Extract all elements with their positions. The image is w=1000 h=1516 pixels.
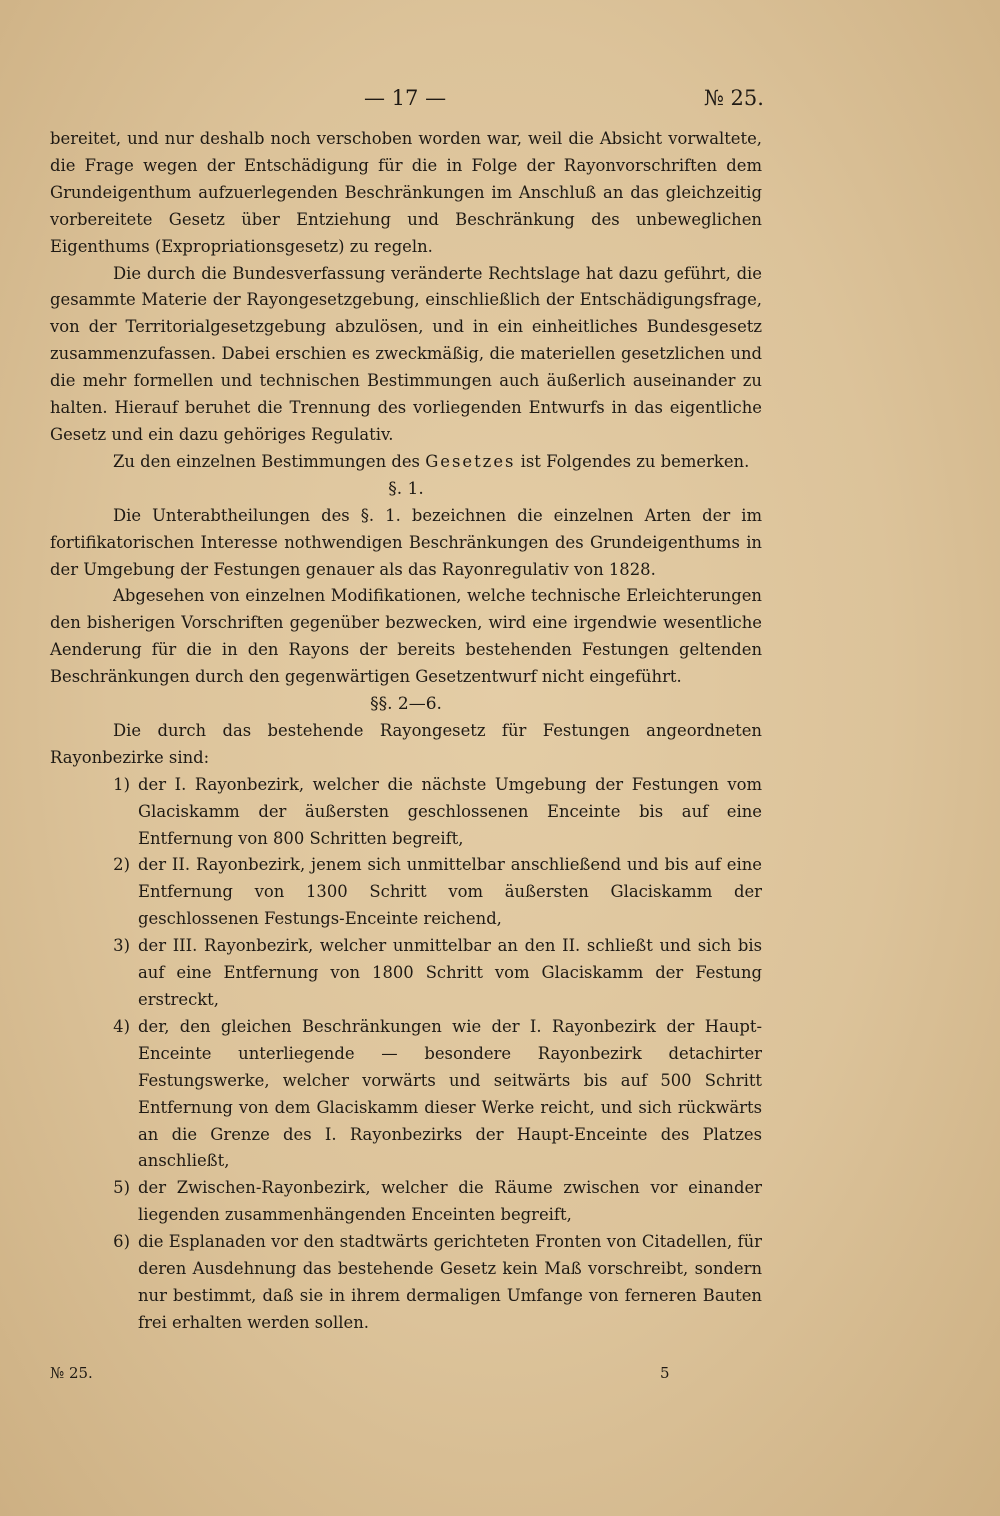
rayon-district-list — [50, 772, 762, 1337]
remarks-intro-emphasis: Gesetzes — [425, 451, 516, 471]
list-item-text: der Zwischen-Rayonbezirk, welcher die Räume zwischen vor einander liegenden zusammenhängenden Enceinten begreift, — [138, 1178, 762, 1225]
section-heading-2-6: §§. 2—6. — [370, 694, 442, 715]
body-text — [50, 126, 762, 1337]
paragraph-legal-situation: Die durch die Bundesverfassung veränderte Rechtslage hat dazu geführt, die gesammte Materie der Rayongesetzgebung, einschließlich der Entschädigungsfrage, von der Territorialgesetzgebung abzulösen, und in ein einheitliches Bundesgesetz zusammenzufassen. Dabei erschien es zweckmäßig, die materiellen gesetzlichen und die mehr formellen und technischen Bestimmungen auch äußerlich auseinander zu halten. Hierauf beruhet die Trennung des vorliegenden Entwurfs in das eigentliche Gesetz und ein dazu gehöriges Regulativ. — [50, 263, 762, 444]
paragraph-continued: bereitet, und nur deshalb noch verschoben worden war, weil die Absicht vorwaltete, die Frage wegen der Entschädigung für die in Folge der Rayonvorschriften dem Grundeigenthum aufzuerlegenden Beschränkungen im Anschluß an das gleichzeitig vorbereitete Gesetz über Entziehung und Beschränkung des unbeweglichen Eigenthums (Expropriationsgesetz) zu regeln. — [50, 129, 762, 256]
list-item — [50, 1014, 762, 1175]
list-item-number: 6) — [113, 1232, 130, 1252]
list-item-text: die Esplanaden vor den stadtwärts gerichteten Fronten von Citadellen, für deren Ausdehnung das bestehende Gesetz kein Maß vorschreibt, sondern nur bestimmt, daß sie in ihrem dermaligen Umfange von ferneren Bauten frei erhalten werden sollen. — [138, 1232, 762, 1332]
list-item-number: 4) — [113, 1016, 130, 1036]
paragraph-rayon-districts: Die durch das bestehende Rayongesetz für Festungen angeordneten Rayonbezirke sind: — [50, 720, 762, 767]
list-item-number: 3) — [113, 936, 130, 956]
remarks-intro-after: ist Folgendes zu bemerken. — [520, 451, 750, 471]
footer-issue-number: № 25. — [50, 1364, 93, 1382]
list-item — [50, 1175, 762, 1229]
list-item-number: 1) — [113, 774, 130, 794]
section-heading-1: §. 1. — [388, 478, 424, 499]
list-item-text: der, den gleichen Beschränkungen wie der I. Rayonbezirk der Haupt-Enceinte unterliegende — besondere Rayonbezirk detachirter Festungswerke, welcher vorwärts und seitwärts bis auf 500 Schritt Entfernung von dem Glaciskamm dieser Werke reicht, und sich rückwärts an die Grenze des I. Rayonbezirks der Haupt-Enceinte des Platzes anschließt, — [138, 1016, 762, 1171]
list-item-number: 2) — [113, 855, 130, 875]
list-item-text: der III. Rayonbezirk, welcher unmittelbar an den II. schließt und sich bis auf eine Entfernung von 1800 Schritt vom Glaciskamm der Festung erstreckt, — [138, 936, 762, 1009]
list-item-number: 5) — [113, 1178, 130, 1198]
page-header — [0, 86, 1000, 116]
remarks-intro-before: Zu den einzelnen Bestimmungen des — [113, 451, 420, 471]
list-item — [50, 772, 762, 853]
footer-signature-mark: 5 — [660, 1364, 670, 1382]
issue-number: № 25. — [704, 86, 764, 110]
list-item — [50, 1229, 762, 1337]
list-item — [50, 852, 762, 933]
paragraph-remarks-intro — [50, 449, 762, 476]
list-item-text: der II. Rayonbezirk, jenem sich unmittelbar anschließend und bis auf eine Entfernung von 1300 Schritt vom äußersten Glaciskamm der geschlossenen Festungs-Enceinte reichend, — [138, 855, 762, 929]
paragraph-modifications: Abgesehen von einzelnen Modifikationen, welche technische Erleichterungen den bisherigen Vorschriften gegenüber bezwecken, wird eine irgendwie wesentliche Aenderung für die in den Rayons der bereits bestehenden Festungen geltenden Beschränkungen durch den gegenwärtigen Gesetzentwurf nicht eingeführt. — [50, 586, 762, 687]
paragraph-subdivisions: Die Unterabtheilungen des §. 1. bezeichnen die einzelnen Arten der im fortifikatorischen Interesse nothwendigen Beschränkungen des Grundeigenthums in der Umgebung der Festungen genauer als das Rayonregulativ von 1828. — [50, 505, 762, 579]
page-number: — 17 — — [364, 86, 447, 110]
list-item — [50, 933, 762, 1014]
list-item-text: der I. Rayonbezirk, welcher die nächste Umgebung der Festungen vom Glaciskamm der äußersten geschlossenen Enceinte bis auf eine Entfernung von 800 Schritten begreift, — [138, 774, 762, 848]
